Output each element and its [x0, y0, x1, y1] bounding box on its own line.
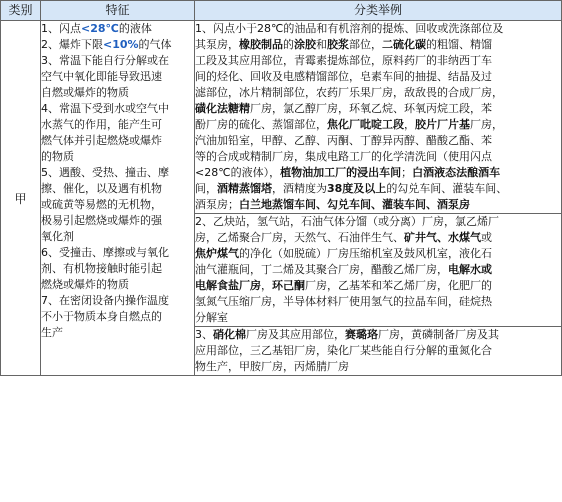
header-features: 特征 — [41, 1, 195, 21]
feature-5: 5、遇酸、受热、撞击、摩 擦、催化，以及遇有机物 或硫黄等易燃的无机物， 极易引起燃烧或爆炸的强 氧化剂 — [41, 166, 169, 243]
header-row — [1, 1, 562, 21]
example-1: 1、闪点小于28℃的油品和有机溶剂的提炼、回收或洗涤部位及 其泵房，橡胶制品的涂胶和胶浆部位，二硫化碳的粗馏、精馏 工段及其应用部位，青霉素提炼部位，原料药厂的非纳西丁车 间的烃化、回收及电感精馏部位，皂素车间的抽提、结晶及过 滤部位，冰片精制部位，农药厂乐果厂房，敌敌畏的合成厂房， 磺化法糖精厂房，氯乙醇厂房，环氧乙烷、环氧丙烷工段，苯 酚厂房的硫化、蒸馏部位，焦化厂吡啶工段，胶片厂片基厂房， 汽油加铅室，甲醇、乙醇、丙酮、丁醇异丙醇、醋酸乙酯、苯 等的合成或精制厂房，集成电路工厂的化学清洗间（使用闪点 <28℃的液体），植物油加工厂的浸出车间；白酒液态法酿酒车 间，酒精蒸馏塔，酒精度为38度及以上的勾兑车间、灌装车间、 酒泵房；白兰地蒸馏车间、勾兑车间、灌装车间、酒泵房 — [195, 21, 562, 214]
header-category: 类别 — [1, 1, 41, 21]
header-examples: 分类举例 — [195, 1, 562, 21]
table-row — [1, 21, 562, 214]
feature-6: 6、受撞击、摩擦或与氧化 剂、有机物接触时能引起 燃烧或爆炸的物质 — [41, 246, 169, 291]
feature-1: 1、闪点<28℃的液体 — [41, 22, 152, 35]
example-2: 2、乙炔站，氢气站，石油气体分馏（或分离）厂房，氯乙烯厂 房，乙烯聚合厂房，天然气、石油伴生气、矿井气、水煤气或 焦炉煤气的净化（如脱硫）厂房压缩机室及鼓风机室，液化石 油气灌瓶间，丁二烯及其聚合厂房，醋酸乙烯厂房，电解水或 电解食盐厂房，环己酮厂房，乙基苯和苯乙烯厂房，化肥厂的 氢氮气压缩厂房，半导体材料厂使用氢气的拉晶车间，硅烷热 分解室 — [195, 214, 562, 327]
example-3: 3、硝化棉厂房及其应用部位，赛璐珞厂房，黄磷制备厂房及其 应用部位，三乙基铝厂房，染化厂某些能自行分解的重氮化合 物生产，甲胺厂房，丙烯腈厂房 — [195, 327, 562, 376]
flash-point-highlight: <28℃ — [81, 22, 119, 35]
explosion-limit-highlight: <10% — [103, 38, 139, 51]
feature-4: 4、常温下受到水或空气中 水蒸气的作用，能产生可 燃气体并引起燃烧或爆炸 的物质 — [41, 102, 169, 163]
feature-7: 7、在密闭设备内操作温度 不小于物质本身自燃点的 生产 — [41, 294, 169, 339]
feature-2: 2、爆炸下限<10%的气体 — [41, 38, 172, 51]
features-cell — [41, 21, 195, 376]
feature-3: 3、常温下能自行分解或在 空气中氧化即能导致迅速 自燃或爆炸的物质 — [41, 54, 169, 99]
category-cell: 甲 — [1, 21, 41, 376]
